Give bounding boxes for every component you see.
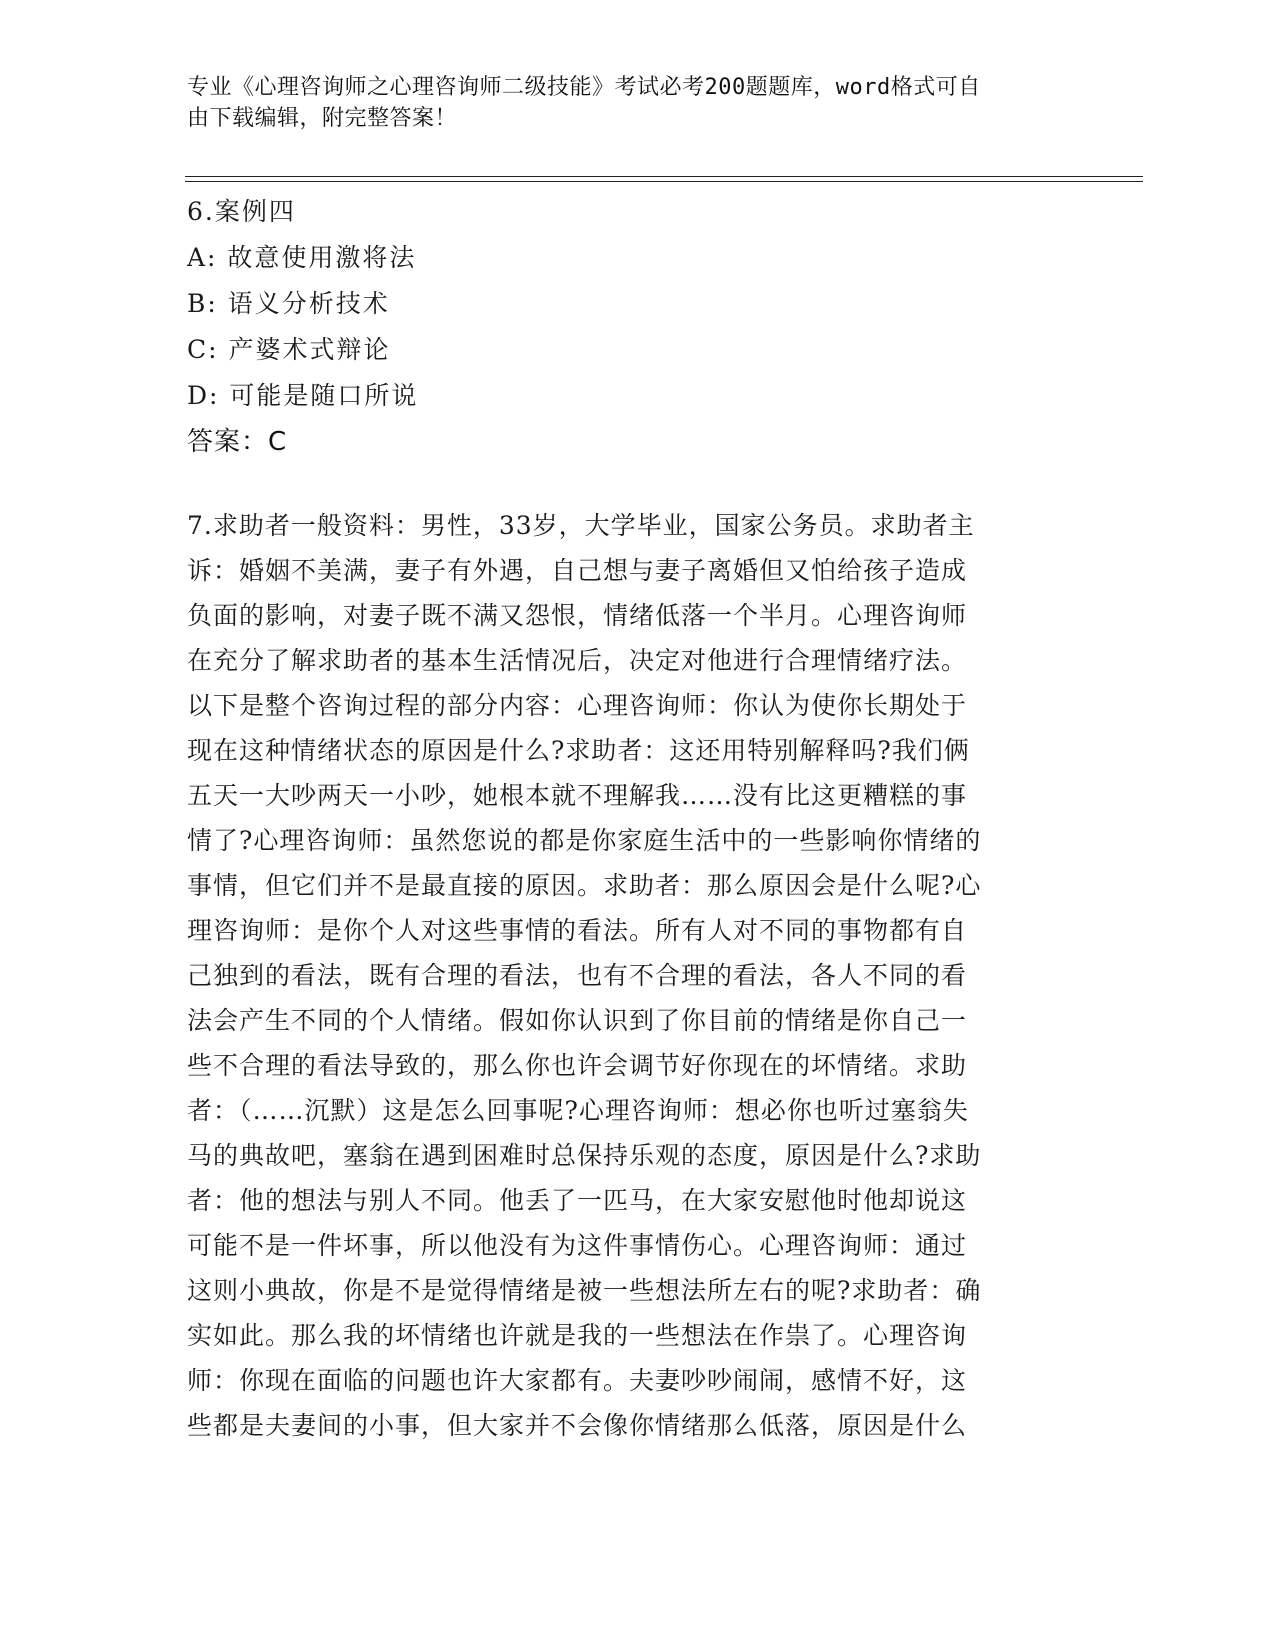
question-7-line: 些都是夫妻间的小事，但大家并不会像你情绪那么低落，原因是什么 [187,1411,968,1440]
header-line-1: 专业《心理咨询师之心理咨询师二级技能》考试必考200题题库，word格式可自 [187,75,981,100]
question-7-line: 现在这种情绪状态的原因是什么?求助者：这还用特别解释吗?我们俩 [187,736,970,765]
header-line-2: 由下载编辑，附完整答案！ [187,106,458,131]
question-7-line: 者：他的想法与别人不同。他丢了一匹马，在大家安慰他时他却说这 [187,1186,968,1215]
option-d: D: 可能是随口所说 [187,381,419,410]
question-7 [187,503,1067,1448]
header-divider-top [185,176,1143,177]
question-7-line: 马的典故吧，塞翁在遇到困难时总保持乐观的态度，原因是什么?求助 [187,1141,982,1170]
question-7-line: 师：你现在面临的问题也许大家都有。夫妻吵吵闹闹，感情不好，这 [187,1366,968,1395]
question-6-answer: 答案：C [187,427,288,457]
question-7-line: 在充分了解求助者的基本生活情况后，决定对他进行合理情绪疗法。 [187,646,968,675]
question-7-line: 法会产生不同的个人情绪。假如你认识到了你目前的情绪是你自己一 [187,1006,968,1035]
question-7-line: 可能不是一件坏事，所以他没有为这件事情伤心。心理咨询师：通过 [187,1231,968,1260]
question-7-line: 事情，但它们并不是最直接的原因。求助者：那么原因会是什么呢?心 [187,871,982,900]
question-7-line: 这则小典故，你是不是觉得情绪是被一些想法所左右的呢?求助者：确 [187,1276,982,1305]
question-7-line: 五天一大吵两天一小吵，她根本就不理解我……没有比这更糟糕的事 [187,781,968,810]
question-7-line: 情了?心理咨询师：虽然您说的都是你家庭生活中的一些影响你情绪的 [187,826,982,855]
question-6 [187,189,418,465]
question-7-line: 实如此。那么我的坏情绪也许就是我的一些想法在作祟了。心理咨询 [187,1321,968,1350]
question-7-line: 者：（……沉默）这是怎么回事呢?心理咨询师：想必你也听过塞翁失 [187,1096,969,1125]
question-6-stem: 6.案例四 [187,197,296,226]
document-header [187,72,1067,134]
question-7-line: 诉：婚姻不美满，妻子有外遇，自己想与妻子离婚但又怕给孩子造成 [187,556,968,585]
question-7-line: 己独到的看法，既有合理的看法，也有不合理的看法，各人不同的看 [187,961,968,990]
question-7-line: 以下是整个咨询过程的部分内容：心理咨询师：你认为使你长期处于 [187,691,968,720]
header-divider-bottom [185,181,1143,182]
option-b: B: 语义分析技术 [187,289,390,318]
question-7-line: 7.求助者一般资料：男性，33岁，大学毕业，国家公务员。求助者主 [187,511,975,540]
question-7-line: 负面的影响，对妻子既不满又怨恨，情绪低落一个半月。心理咨询师 [187,601,968,630]
option-a: A: 故意使用激将法 [187,243,417,272]
option-c: C: 产婆术式辩论 [187,335,391,364]
question-7-line: 些不合理的看法导致的，那么你也许会调节好你现在的坏情绪。求助 [187,1051,968,1080]
question-7-line: 理咨询师：是你个人对这些事情的看法。所有人对不同的事物都有自 [187,916,968,945]
